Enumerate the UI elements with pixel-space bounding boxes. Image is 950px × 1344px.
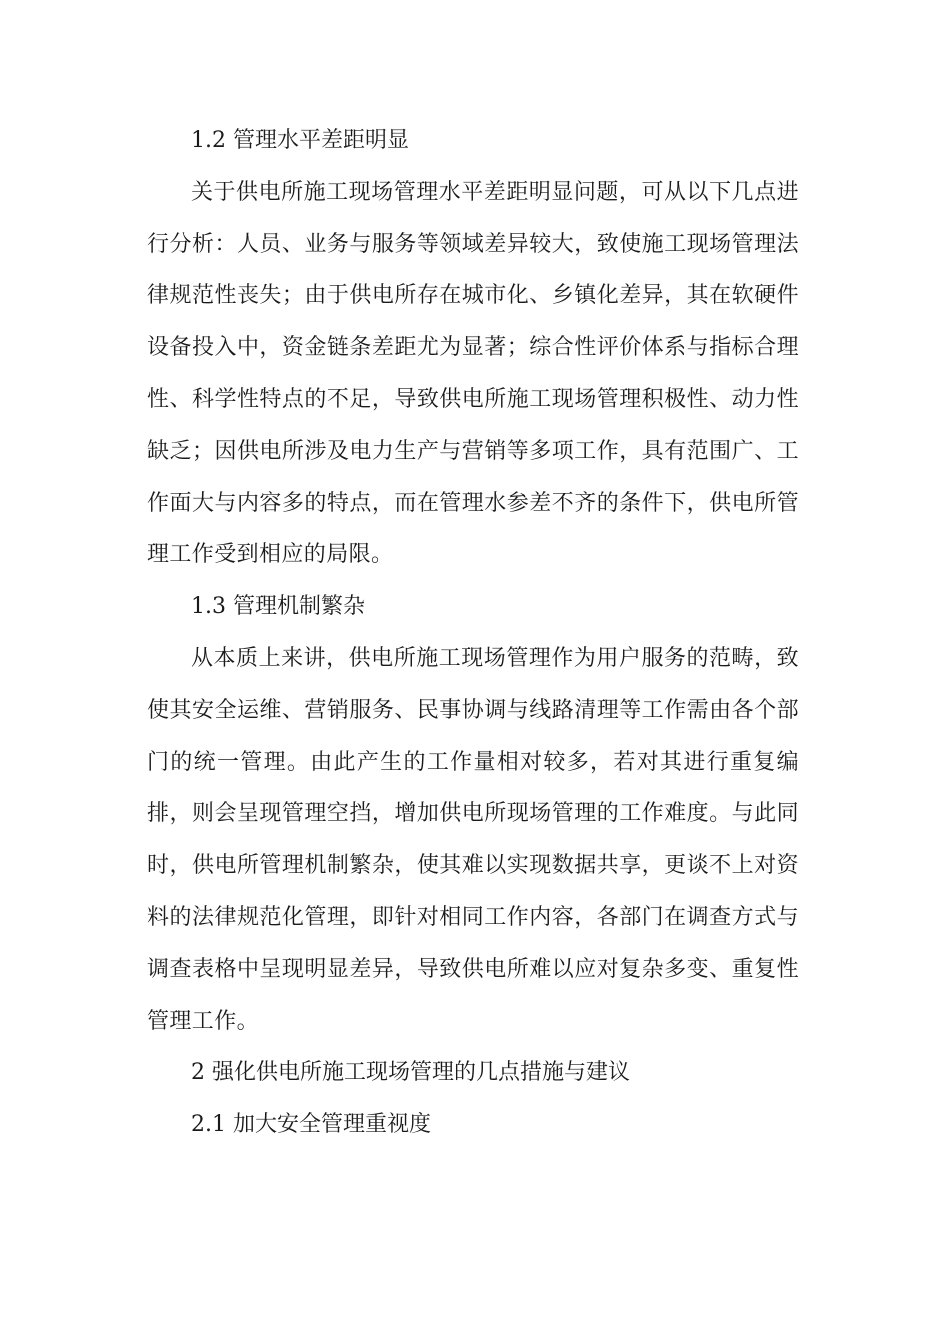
section-heading-2-1: 2.1 加大安全管理重视度	[191, 1112, 431, 1138]
section-heading-1-2: 1.2 管理水平差距明显	[191, 128, 409, 153]
document-body	[147, 115, 799, 1151]
section-paragraph-1-2: 关于供电所施工现场管理水平差距明显问题，可从以下几点进行分析：人员、业务与服务等领域差异较大，致使施工现场管理法律规范性丧失；由于供电所存在城市化、乡镇化差异，其在软硬件设备投入中，资金链条差距尤为显著；综合性评价体系与指标合理性、科学性特点的不足，导致供电所施工现场管理积极性、动力性缺乏；因供电所涉及电力生产与营销等多项工作，具有范围广、工作面大与内容多的特点，而在管理水参差不齐的条件下，供电所管理工作受到相应的局限。	[147, 179, 799, 568]
section-heading-2: 2 强化供电所施工现场管理的几点措施与建议	[191, 1060, 630, 1086]
section-paragraph-1-3: 从本质上来讲，供电所施工现场管理作为用户服务的范畴，致使其安全运维、营销服务、民事协调与线路清理等工作需由各个部门的统一管理。由此产生的工作量相对较多，若对其进行重复编排，则会呈现管理空挡，增加供电所现场管理的工作难度。与此同时，供电所管理机制繁杂，使其难以实现数据共享，更谈不上对资料的法律规范化管理，即针对相同工作内容，各部门在调查方式与调查表格中呈现明显差异，导致供电所难以应对复杂多变、重复性管理工作。	[147, 645, 799, 1034]
section-heading-1-3: 1.3 管理机制繁杂	[191, 594, 365, 620]
